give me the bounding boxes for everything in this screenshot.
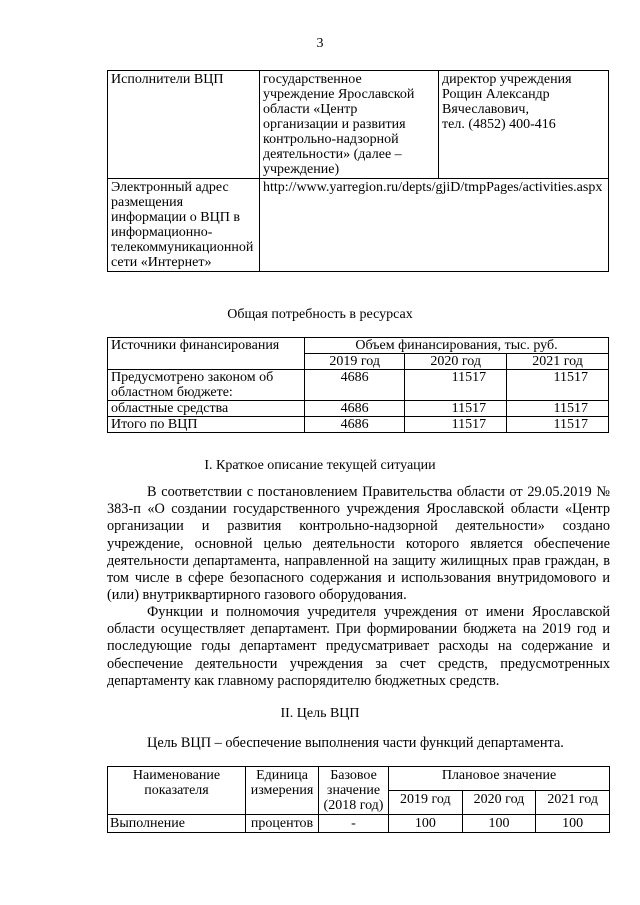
header-source: Источники финансирования xyxy=(108,338,305,370)
year-header: 2021 год xyxy=(536,791,610,815)
header-plan: Плановое значение xyxy=(389,767,610,791)
cell-value: 100 xyxy=(536,815,610,833)
cell-value: 11517 xyxy=(405,417,507,433)
section1-paragraph-2: Функции и полномочия учредителя учреждения от имени Ярославской области осуществляет департамент. При формировании бюджета на 2019 год и последующие годы департамент предусматривает расходы на содержание и обеспечение деятельности учреждения за счет средств, предусмотренных департаменту как главному распорядителю бюджетных средств. xyxy=(107,604,610,689)
info-url: http://www.yarregion.ru/depts/gjiD/tmpPages/activities.aspx xyxy=(260,179,609,272)
indicator-name: Выполнение xyxy=(108,815,246,833)
section1-paragraph-1: В соответствии с постановлением Правительства области от 29.05.2019 № 383-п «О создании государственного учреждения Ярославской области «Центр организации и развития контрольно-надзорной деятельности» создано учреждение, основной целью деятельности которого является обеспечение деятельности департамента, направленной на защиту жилищных прав граждан, в том числе в сфере безопасного содержания и использования внутридомового и (или) внутриквартирного газового оборудования. xyxy=(107,484,610,604)
info-contact: директор учреждения Рощин Александр Вячеславович, тел. (4852) 400-416 xyxy=(439,71,609,179)
row-label: Итого по ВЦП xyxy=(108,417,305,433)
resources-title: Общая потребность в ресурсах xyxy=(227,307,413,322)
header-volume: Объем финансирования, тыс. руб. xyxy=(305,338,609,354)
row-label: областные средства xyxy=(108,401,305,417)
table-row xyxy=(108,401,609,417)
cell-value: 100 xyxy=(462,815,536,833)
table-row xyxy=(108,767,610,791)
year-header: 2020 год xyxy=(405,354,507,370)
indicator-unit: процентов xyxy=(246,815,319,833)
table-row xyxy=(108,370,609,401)
cell-value: 100 xyxy=(389,815,463,833)
cell-value: 11517 xyxy=(405,401,507,417)
info-executor: государственное учреждение Ярославской области «Центр организации и развития контрольно-надзорной деятельности» (далее – учреждение) xyxy=(260,71,439,179)
table-row xyxy=(108,815,610,833)
header-indicator: Наименование показателя xyxy=(108,767,246,815)
table-row xyxy=(108,338,609,354)
row-label: Предусмотрено законом об областном бюджете: xyxy=(108,370,305,401)
year-header: 2019 год xyxy=(305,354,405,370)
section1-title: I. Краткое описание текущей ситуации xyxy=(204,458,436,473)
goal-table xyxy=(107,766,610,833)
table-row xyxy=(108,179,609,272)
table-row xyxy=(108,71,609,179)
cell-value: 11517 xyxy=(405,370,507,401)
cell-value: 4686 xyxy=(305,370,405,401)
resources-table xyxy=(107,337,609,433)
header-unit: Единица измерения xyxy=(246,767,319,815)
page-number: 3 xyxy=(316,36,324,51)
section2-title: II. Цель ВЦП xyxy=(280,706,360,721)
cell-value: 11517 xyxy=(507,370,609,401)
info-label: Электронный адрес размещения информации о ВЦП в информационно-телекоммуникационной сети «Интернет» xyxy=(108,179,260,272)
header-base: Базовое значение (2018 год) xyxy=(319,767,389,815)
cell-value: 4686 xyxy=(305,401,405,417)
info-label: Исполнители ВЦП xyxy=(108,71,260,179)
year-header: 2019 год xyxy=(389,791,463,815)
year-header: 2021 год xyxy=(507,354,609,370)
cell-value: 11517 xyxy=(507,401,609,417)
goal-text: Цель ВЦП – обеспечение выполнения части функций департамента. xyxy=(147,735,564,751)
indicator-base: - xyxy=(319,815,389,833)
cell-value: 11517 xyxy=(507,417,609,433)
year-header: 2020 год xyxy=(462,791,536,815)
info-table xyxy=(107,70,609,272)
table-row xyxy=(108,417,609,433)
cell-value: 4686 xyxy=(305,417,405,433)
